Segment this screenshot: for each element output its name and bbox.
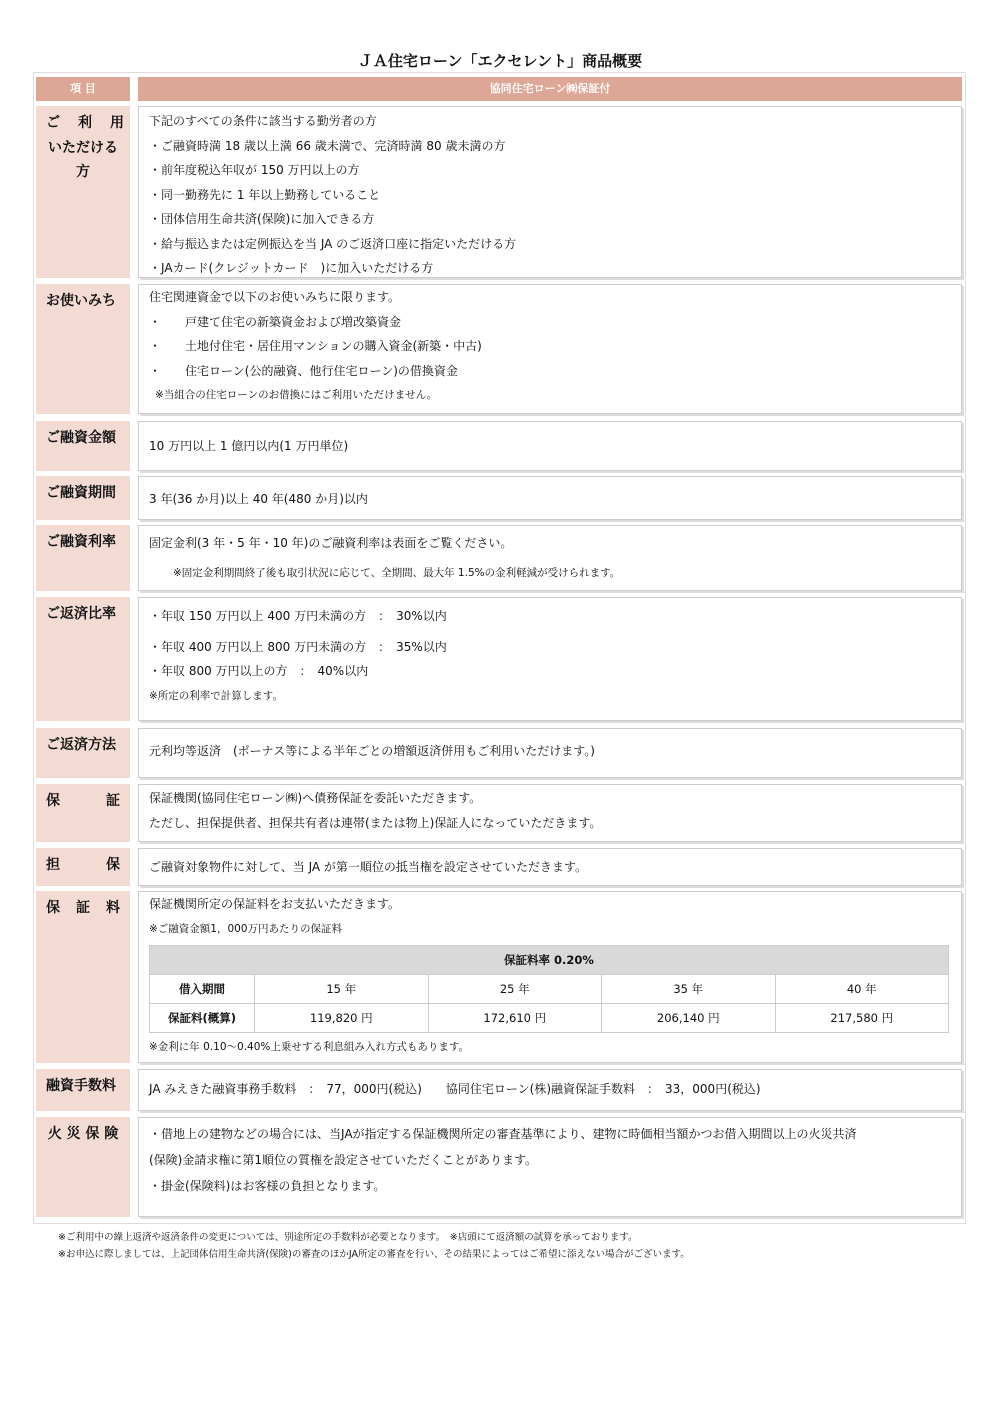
users-line: ・給与振込または定例振込を当 JA のご返済口座に指定いただける方 bbox=[149, 236, 517, 251]
purpose-item: ・ 戸建て住宅の新築資金および増改築資金 bbox=[149, 314, 402, 329]
row-eligible-users bbox=[36, 106, 962, 278]
row-content bbox=[138, 525, 962, 591]
amount-text: 10 万円以上 1 億円以内(1 万円単位) bbox=[149, 439, 349, 453]
method-text: 元利均等返済 (ボーナス等による半年ごとの増額返済併用もご利用いただけます。) bbox=[149, 744, 595, 758]
row-repayment-ratio bbox=[36, 597, 962, 721]
rate-text: 固定金利(3 年・5 年・10 年)のご融資利率は表面をご覧ください。 bbox=[149, 536, 513, 550]
row-loan-period bbox=[36, 476, 962, 520]
users-line: ・JAカード(クレジットカード )に加入いただける方 bbox=[149, 261, 434, 275]
row-loan-amount bbox=[36, 421, 962, 471]
period-cell: 25 年 bbox=[428, 975, 602, 1004]
fee-note: ※金利に年 0.10～0.40%上乗せする利息組み入れ方式もあります。 bbox=[149, 1041, 470, 1053]
users-line: ・同一勤務先に 1 年以上勤務していること bbox=[149, 187, 381, 202]
table-header bbox=[36, 77, 962, 101]
footer-note: ※お申込に際しましては、上記団体信用生命共済(保険)の審査のほかJA所定の審査を行い、その結果によってはご希望に添えない場合がございます。 bbox=[58, 1249, 690, 1260]
ratio-line: ・年収 400 万円以上 800 万円未満の方 ： 35%以内 bbox=[149, 639, 447, 654]
header-product-column: 協同住宅ローン㈱保証付 bbox=[138, 77, 962, 101]
label-char: 担 bbox=[46, 857, 60, 873]
fee-sub: ※ご融資金額1，000万円あたりの保証料 bbox=[149, 922, 343, 935]
label-line-3: 方 bbox=[76, 164, 90, 180]
row-guarantee-fee bbox=[36, 891, 962, 1063]
rate-note: ※固定金利期間終了後も取引状況に応じて、全期間、最大年 1.5%の金利軽減が受けられます。 bbox=[173, 566, 621, 579]
row-label: お使いみち bbox=[36, 284, 130, 414]
row-label: ご返済比率 bbox=[36, 597, 130, 721]
row-label bbox=[36, 891, 130, 1063]
row-label bbox=[36, 106, 130, 278]
fee-cell: 206,140 円 bbox=[602, 1004, 776, 1033]
fee-label-cell: 保証料(概算) bbox=[150, 1004, 255, 1033]
period-text: 3 年(36 か月)以上 40 年(480 か月)以内 bbox=[149, 492, 368, 506]
row-purpose bbox=[36, 284, 962, 414]
header-item-column: 項 目 bbox=[36, 77, 130, 101]
users-line: 下記のすべての条件に該当する勤労者の方 bbox=[149, 114, 377, 128]
row-content bbox=[138, 106, 962, 278]
period-cell: 40 年 bbox=[775, 975, 949, 1004]
row-guarantee bbox=[36, 784, 962, 842]
users-line: ・前年度税込年収が 150 万円以上の方 bbox=[149, 163, 360, 177]
row-content bbox=[138, 891, 962, 1063]
purpose-intro: 住宅関連資金で以下のお使いみちに限ります。 bbox=[149, 290, 401, 304]
ratio-note: ※所定の利率で計算します。 bbox=[149, 689, 283, 702]
fee-cell: 119,820 円 bbox=[255, 1004, 429, 1033]
period-cell: 15 年 bbox=[255, 975, 429, 1004]
row-label bbox=[36, 784, 130, 842]
label-line-2: いただける bbox=[48, 140, 118, 156]
row-label: ご融資利率 bbox=[36, 525, 130, 591]
label-char: 料 bbox=[106, 900, 120, 916]
row-label: ご融資期間 bbox=[36, 476, 130, 520]
purpose-item: ・ 住宅ローン(公的融資、他行住宅ローン)の借換資金 bbox=[149, 363, 458, 378]
row-repayment-method bbox=[36, 728, 962, 778]
label-line-1: ご 利 用 bbox=[46, 115, 124, 131]
fire-line: (保険)金請求権に第1順位の質権を設定させていただくことがあります。 bbox=[149, 1153, 538, 1167]
row-content bbox=[138, 597, 962, 721]
collateral-text: ご融資対象物件に対して、当 JA が第一順位の抵当権を設定させていただきます。 bbox=[149, 860, 587, 874]
fire-line: ・掛金(保険料)はお客様の負担となります。 bbox=[149, 1179, 386, 1193]
row-label: ご融資金額 bbox=[36, 421, 130, 471]
label-char: 証 bbox=[106, 793, 120, 809]
label-char: 保 bbox=[106, 857, 120, 873]
row-label: 融資手数料 bbox=[36, 1069, 130, 1111]
row-content bbox=[138, 284, 962, 414]
page-title: ＪＡ住宅ローン「エクセレント」商品概要 bbox=[357, 52, 643, 70]
row-label bbox=[36, 848, 130, 886]
row-fire-insurance bbox=[36, 1117, 962, 1217]
row-label: 火 災 保 険 bbox=[36, 1117, 130, 1217]
guarantee-fee-table bbox=[149, 945, 949, 1033]
row-content bbox=[138, 1069, 962, 1111]
purpose-note: ※当組合の住宅ローンのお借換にはご利用いただけません。 bbox=[155, 389, 438, 401]
fee-cell: 217,580 円 bbox=[775, 1004, 949, 1033]
row-content bbox=[138, 476, 962, 520]
label-char: 証 bbox=[76, 900, 90, 916]
guarantee-line: 保証機関(協同住宅ローン㈱)へ債務保証を委託いただきます。 bbox=[149, 791, 482, 805]
guarantee-line: ただし、担保提供者、担保共有者は連帯(または物上)保証人になっていただきます。 bbox=[149, 815, 602, 830]
row-loan-charge bbox=[36, 1069, 962, 1111]
row-content bbox=[138, 421, 962, 471]
row-collateral bbox=[36, 848, 962, 886]
footer-note: ※ご利用中の繰上返済や返済条件の変更については、別途所定の手数料が必要となります。 ※店頭にて返済額の試算を承っております。 bbox=[58, 1232, 638, 1243]
row-content bbox=[138, 784, 962, 842]
charge-text: JA みえきた融資事務手数料 ： 77，000円(税込) 協同住宅ローン(株)融資保証手数料 ： 33，000円(税込) bbox=[149, 1082, 761, 1096]
fee-cell: 172,610 円 bbox=[428, 1004, 602, 1033]
fee-rate-header: 保証料率 0.20% bbox=[150, 946, 949, 975]
fee-intro: 保証機関所定の保証料をお支払いただきます。 bbox=[149, 897, 401, 911]
period-cell: 35 年 bbox=[602, 975, 776, 1004]
purpose-item: ・ 土地付住宅・居住用マンションの購入資金(新築・中古) bbox=[149, 339, 482, 353]
label-char: 保 bbox=[46, 900, 60, 916]
ratio-line: ・年収 800 万円以上の方 ： 40%以内 bbox=[149, 664, 369, 678]
period-label-cell: 借入期間 bbox=[150, 975, 255, 1004]
ratio-line: ・年収 150 万円以上 400 万円未満の方 ： 30%以内 bbox=[149, 609, 447, 623]
row-content bbox=[138, 728, 962, 778]
row-content bbox=[138, 848, 962, 886]
users-line: ・ご融資時満 18 歳以上満 66 歳未満で、完済時満 80 歳未満の方 bbox=[149, 138, 506, 153]
row-loan-rate bbox=[36, 525, 962, 591]
row-label: ご返済方法 bbox=[36, 728, 130, 778]
label-char: 保 bbox=[46, 793, 60, 809]
row-content bbox=[138, 1117, 962, 1217]
users-line: ・団体信用生命共済(保険)に加入できる方 bbox=[149, 212, 375, 226]
fire-line: ・借地上の建物などの場合には、当JAが指定する保証機関所定の審査基準により、建物に時価相当額かつお借入期間以上の火災共済 bbox=[149, 1127, 857, 1141]
